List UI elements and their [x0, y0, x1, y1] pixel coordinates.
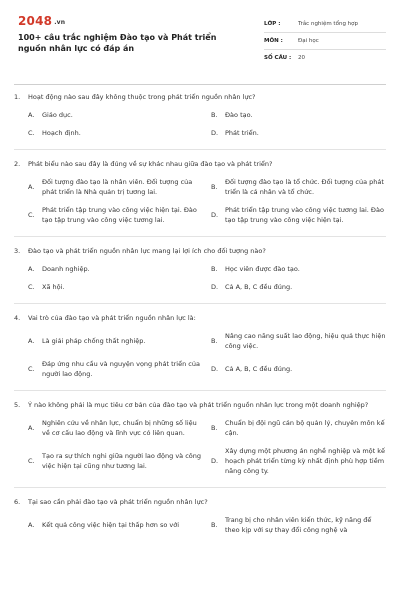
question-divider [14, 303, 386, 304]
question-number: 5. [14, 401, 21, 409]
question-2 [14, 159, 386, 225]
option-letter: D. [211, 211, 219, 219]
option-letter: A. [28, 111, 35, 119]
option-letter: D. [211, 457, 219, 465]
question-text: Đào tạo và phát triển nguồn nhân lực mang lại lợi ích cho đối tượng nào? [28, 247, 266, 255]
document-title: 100+ câu trắc nghiệm Đào tạo và Phát triển nguồn nhân lực có đáp án [18, 33, 217, 53]
option-text: Phát triển. [225, 129, 259, 137]
option-a[interactable] [28, 418, 203, 438]
option-text: Phát triển tập trung vào công việc hiện tại. Đào tạo tập trung vào công việc tương lai. [42, 206, 197, 224]
option-text: Phát triển tập trung vào công việc tương lai. Đào tạo tập trung vào công việc hiện tại. [225, 206, 384, 224]
option-b[interactable] [211, 264, 386, 274]
option-text: Xã hội. [42, 283, 65, 291]
meta-key: MÔN : [264, 38, 283, 44]
option-letter: B. [211, 183, 218, 191]
meta-key: LỚP : [264, 21, 281, 27]
option-text: Đáp ứng nhu cầu và nguyện vọng phát triển của người lao động. [42, 360, 200, 378]
option-text: Giáo dục. [42, 111, 73, 119]
option-text: Cả A, B, C đều đúng. [225, 283, 293, 291]
site-logo[interactable] [18, 14, 65, 28]
option-letter: C. [28, 283, 35, 291]
question-list [14, 92, 386, 535]
question-5 [14, 400, 386, 476]
question-divider [14, 149, 386, 150]
option-b[interactable] [211, 418, 386, 438]
option-d[interactable] [211, 205, 386, 225]
option-letter: D. [211, 365, 219, 373]
option-letter: B. [211, 111, 218, 119]
option-text: Đào tạo. [225, 111, 253, 119]
meta-table [264, 16, 386, 66]
option-a[interactable] [28, 515, 203, 535]
question-text: Vai trò của đào tạo và phát triển nguồn nhân lực là: [28, 314, 196, 322]
question-text: Phát biểu nào sau đây là đúng về sự khác nhau giữa đào tạo và phát triển? [28, 160, 273, 168]
meta-value: Trắc nghiệm tổng hợp [298, 21, 359, 27]
option-c[interactable] [28, 282, 203, 292]
option-b[interactable] [211, 331, 386, 351]
question-divider [14, 390, 386, 391]
option-letter: C. [28, 129, 35, 137]
option-b[interactable] [211, 110, 386, 120]
option-a[interactable] [28, 110, 203, 120]
logo-main: 2048 [18, 14, 53, 28]
answer-options [28, 418, 386, 476]
option-letter: B. [211, 337, 218, 345]
meta-row-subject [264, 33, 386, 50]
option-d[interactable] [211, 446, 386, 476]
option-d[interactable] [211, 282, 386, 292]
question-4 [14, 313, 386, 379]
option-letter: C. [28, 365, 35, 373]
question-number: 6. [14, 498, 21, 506]
meta-value: Đại học [298, 38, 319, 44]
question-text: Tại sao cần phải đào tạo và phát triển nguồn nhân lực? [28, 498, 208, 506]
question-text: Hoạt động nào sau đây không thuộc trong phát triển nguồn nhân lực? [28, 93, 256, 101]
option-text: Hoạch định. [42, 129, 81, 137]
option-letter: D. [211, 283, 219, 291]
question-text: Ý nào không phải là mục tiêu cơ bản của đào tạo và phát triển nguồn nhân lực trong một doanh nghiệp? [28, 401, 369, 409]
answer-options [28, 177, 386, 225]
option-d[interactable] [211, 128, 386, 138]
option-c[interactable] [28, 359, 203, 379]
option-letter: B. [211, 265, 218, 273]
option-text: Đối tượng đào tạo là tổ chức. Đối tượng của phát triển là cá nhân và tổ chức. [225, 178, 384, 196]
answer-options [28, 110, 386, 138]
answer-options [28, 515, 386, 535]
option-letter: A. [28, 337, 35, 345]
question-divider [14, 487, 386, 488]
option-text: Kết quả công việc hiện tại thấp hơn so với [42, 521, 180, 529]
question-number: 4. [14, 314, 21, 322]
question-1 [14, 92, 386, 138]
option-b[interactable] [211, 177, 386, 197]
meta-key: SỐ CÂU : [264, 55, 292, 61]
option-letter: D. [211, 129, 219, 137]
question-number: 2. [14, 160, 21, 168]
option-a[interactable] [28, 331, 203, 351]
option-letter: C. [28, 457, 35, 465]
question-3 [14, 246, 386, 292]
logo-suffix: .vn [54, 19, 66, 26]
question-number: 3. [14, 247, 21, 255]
option-c[interactable] [28, 128, 203, 138]
option-a[interactable] [28, 177, 203, 197]
option-text: Doanh nghiệp. [42, 265, 90, 273]
header-divider [14, 84, 386, 85]
meta-value: 20 [298, 55, 305, 61]
option-c[interactable] [28, 205, 203, 225]
question-6 [14, 497, 386, 535]
option-a[interactable] [28, 264, 203, 274]
option-text: Nghiên cứu về nhân lực, chuẩn bị những số liệu về cơ cấu lao động và lĩnh vực có liên quan. [42, 419, 197, 437]
option-letter: C. [28, 211, 35, 219]
option-letter: A. [28, 183, 35, 191]
option-text: Là giải pháp chống thất nghiệp. [42, 337, 146, 345]
document-header [14, 10, 386, 74]
meta-row-count [264, 50, 386, 66]
option-text: Học viên được đào tạo. [225, 265, 300, 273]
option-letter: A. [28, 265, 35, 273]
option-letter: A. [28, 424, 35, 432]
option-text: Tạo ra sự thích nghi giữa người lao động và công việc hiện tại cũng như tương lai. [42, 452, 202, 470]
answer-options [28, 264, 386, 292]
option-letter: B. [211, 521, 218, 529]
question-divider [14, 236, 386, 237]
option-text: Chuẩn bị đội ngũ cán bộ quản lý, chuyên môn kế cận. [225, 419, 385, 437]
option-text: Trang bị cho nhân viên kiến thức, kỹ năng để theo kịp với sự thay đổi công nghệ và [225, 516, 372, 534]
option-letter: B. [211, 424, 218, 432]
answer-options [28, 331, 386, 379]
option-b[interactable] [211, 515, 386, 535]
option-text: Đối tượng đào tạo là nhân viên. Đối tượng của phát triển là Nhà quản trị tương lai. [42, 178, 193, 196]
option-text: Cả A, B, C đều đúng. [225, 365, 293, 373]
option-text: Nâng cao năng suất lao động, hiệu quả thực hiện công việc. [225, 332, 386, 350]
question-number: 1. [14, 93, 21, 101]
document-page [14, 10, 386, 534]
option-c[interactable] [28, 446, 203, 476]
option-d[interactable] [211, 359, 386, 379]
meta-row-class [264, 16, 386, 33]
option-letter: A. [28, 521, 35, 529]
option-text: Xây dựng một phương án nghề nghiệp và một kế hoạch phát triển từng kỳ nhất định phù hợp tiềm năng công ty. [225, 447, 386, 475]
